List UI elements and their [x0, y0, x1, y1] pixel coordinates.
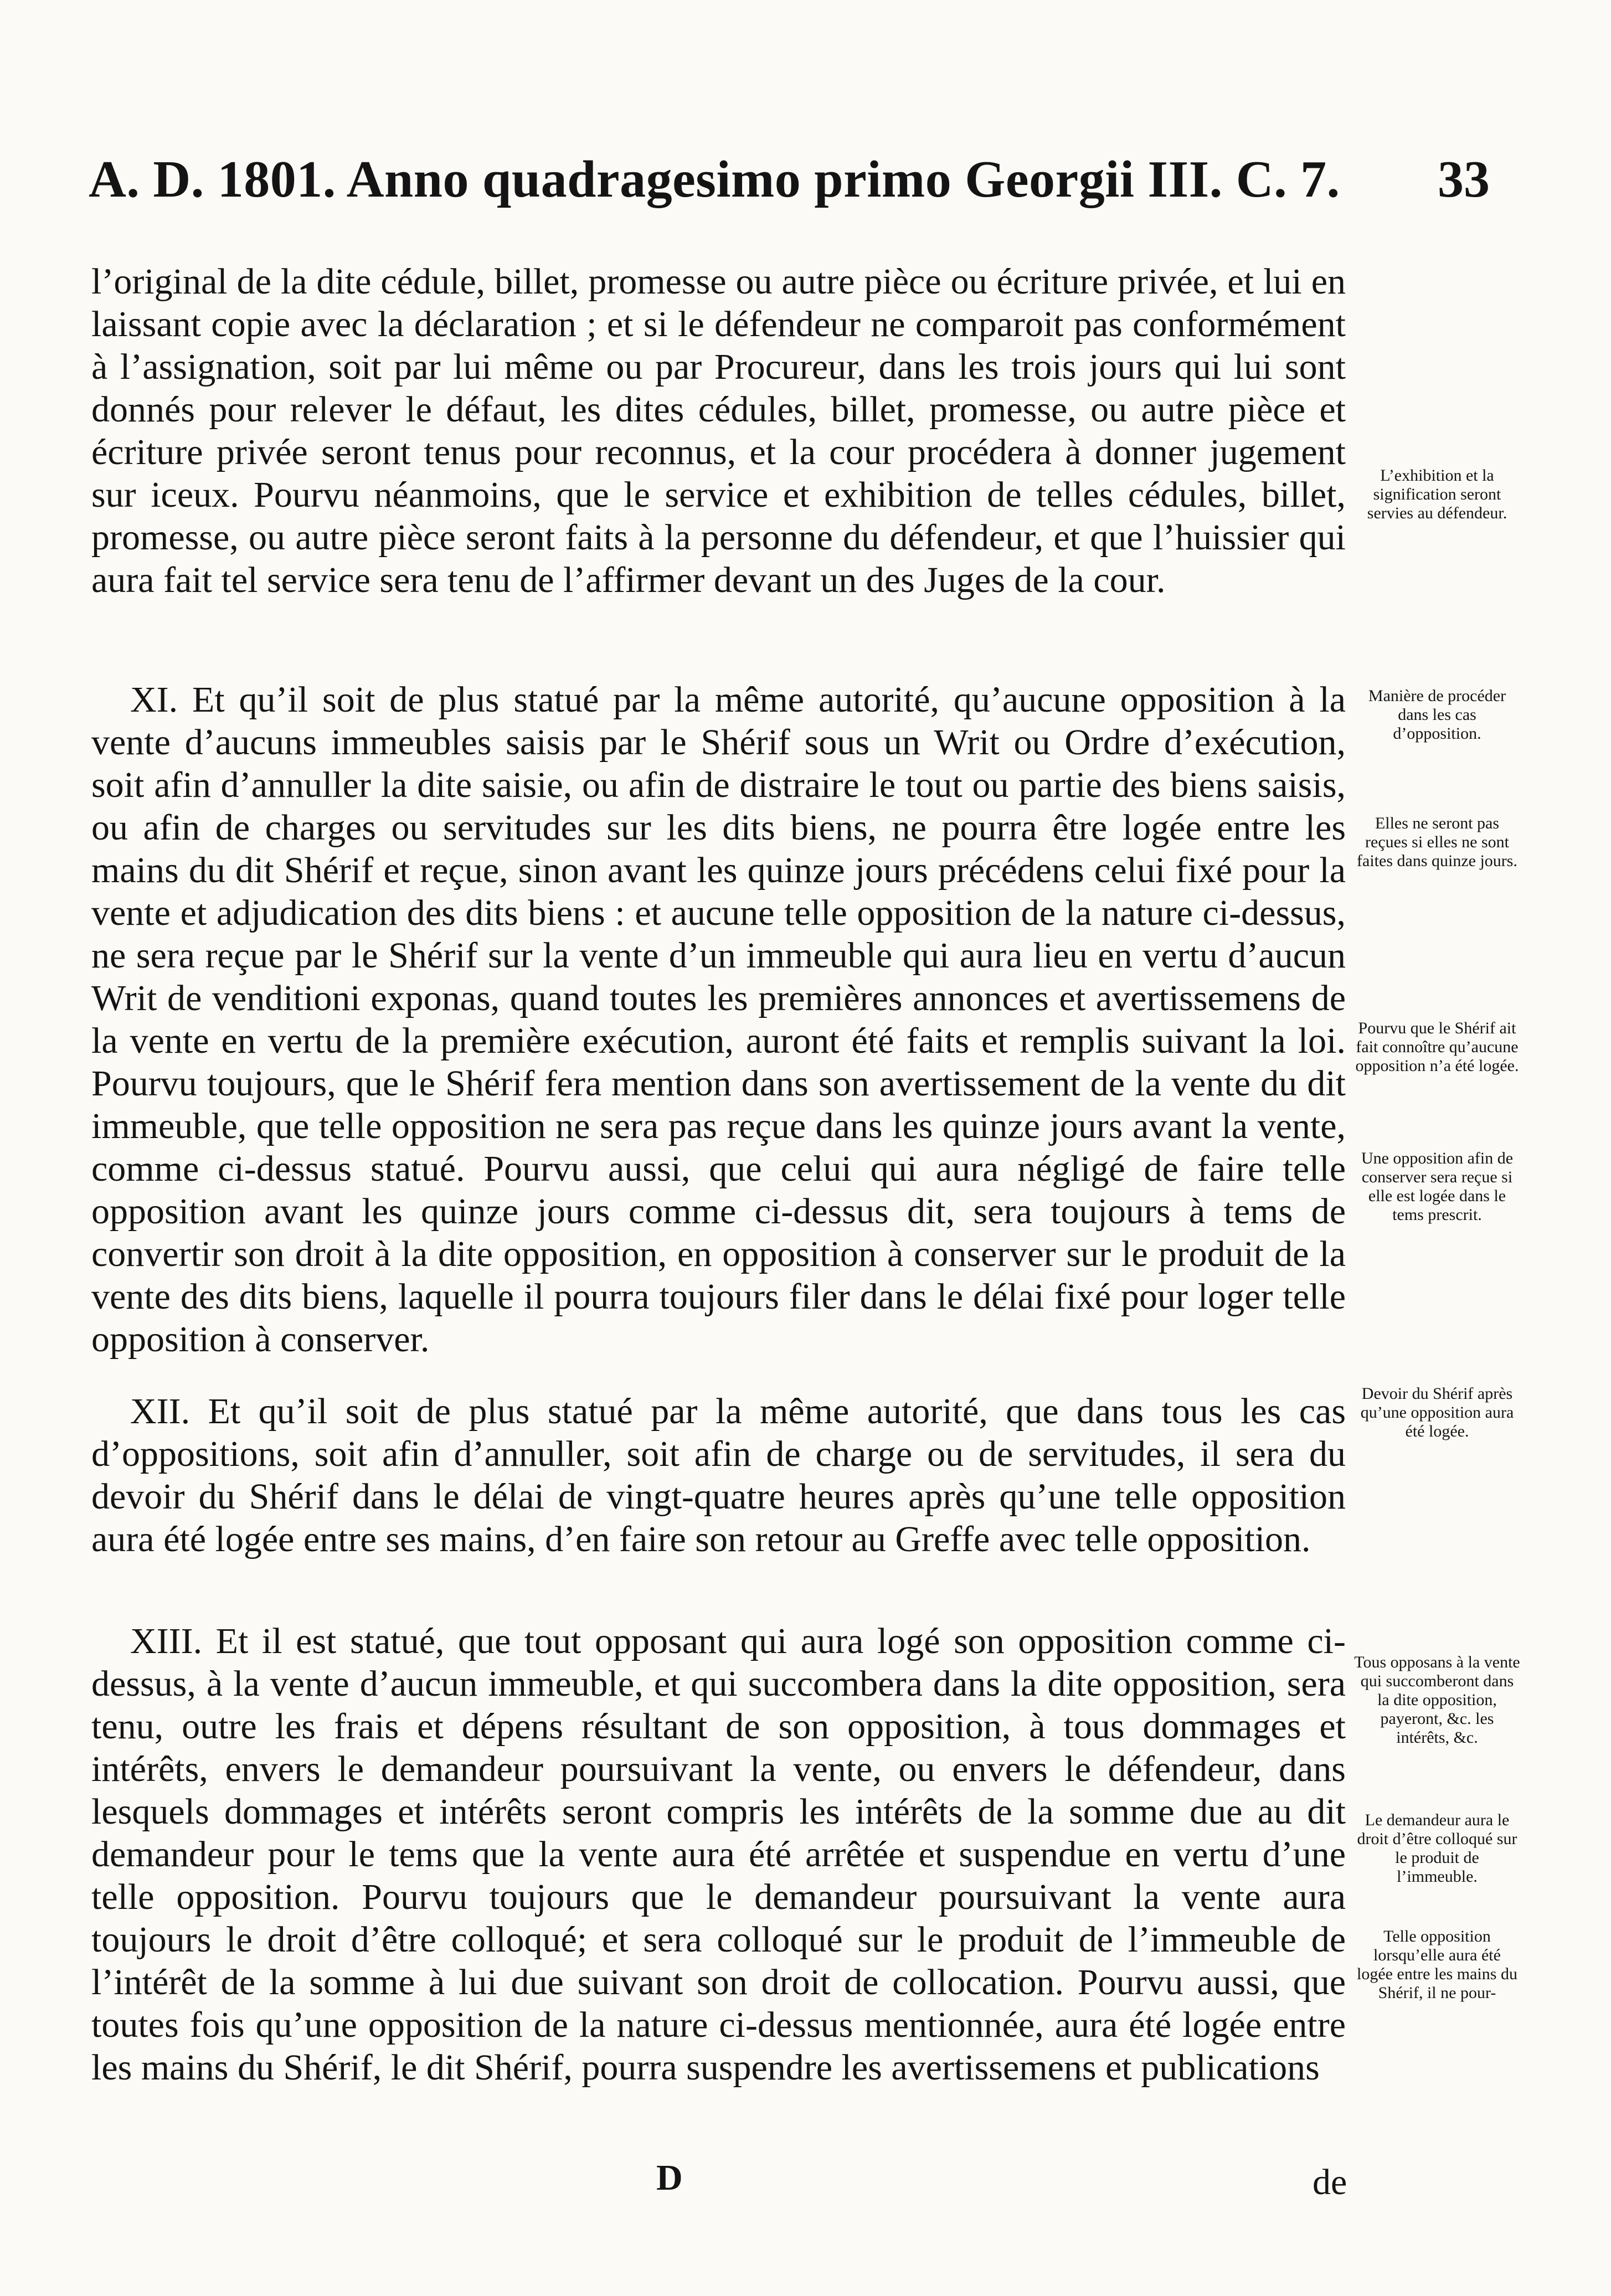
margin-note-sheriff-duty: Devoir du Shérif après qu’une opposition aura été logée. — [1360, 1384, 1514, 1440]
margin-note-not-received: Elles ne seront pas reçues si elles ne sont faites dans quinze jours. — [1357, 814, 1517, 870]
running-title: A. D. 1801. Anno quadragesimo primo Georgii III. C. 7. — [89, 151, 1340, 208]
running-header — [89, 150, 1490, 210]
section-xii-text: XII. Et qu’il soit de plus statué par la même autorité, que dans tous les cas d’oppositions, soit afin d’annuller, soit afin de charge ou de servitudes, il sera du devoir du Shérif dans le délai de vingt-quatre heures après qu’une telle opposition aura été logée entre ses mains, d’en faire son retour au Greffe avec telle opposition. — [91, 1391, 1346, 1559]
margin-note-plaintiff-collocation: Le demandeur aura le droit d’être colloqué sur le produit de l’immeuble. — [1357, 1811, 1517, 1886]
body-paragraph-intro — [91, 260, 1346, 601]
margin-note-conservation: Une opposition afin de conserver sera reçue si elle est logée dans le tems prescrit. — [1361, 1149, 1514, 1224]
signature-mark: D — [656, 2158, 683, 2198]
margin-note-exhibition: L’exhibition et la signification seront servies au défendeur. — [1367, 466, 1507, 522]
page-number: 33 — [1438, 151, 1490, 208]
body-section-xi — [91, 678, 1346, 1361]
section-xiii-text: XIII. Et il est statué, que tout opposant qui aura logé son opposition comme ci-dessus, à la vente d’aucun immeuble, et qui succombera dans la dite opposition, sera tenu, outre les frais et dépens résultant de son opposition, à tous dommages et intérêts, envers le demandeur poursuivant la vente, ou envers le défendeur, dans lesquels dommages et intérêts seront compris les intérêts de la somme due au dit demandeur pour le tems que la vente aura été arrêtée et suspendue en vertu d’une telle opposition. Pourvu toujours que le demandeur poursuivant la vente aura toujours le droit d’être colloqué; et sera colloqué sur le produit de l’immeuble de l’intérêt de la somme à lui due suivant son droit de collocation. Pourvu aussi, que toutes fois qu’une opposition de la nature ci-dessus mentionnée, aura été logée entre les mains du Shérif, le dit Shérif, pourra suspendre les avertissemens et publications — [91, 1621, 1346, 2088]
body-section-xii — [91, 1390, 1346, 1561]
margin-note-sheriff-notice: Pourvu que le Shérif ait fait connoître qu’aucune opposition n’a été logée. — [1355, 1019, 1519, 1075]
paragraph-intro-text: l’original de la dite cédule, billet, promesse ou autre pièce ou écriture privée, et lui en laissant copie avec la déclaration ; et si le défendeur ne comparoit pas conformément à l’assignation, soit par lui même ou par Procureur, dans les trois jours qui lui sont donnés pour relever le défaut, les dites cédules, billet, promesse, ou autre pièce et écriture privée seront tenus pour reconnus, et la cour procédera à donner jugement sur iceux. Pourvu néanmoins, que le service et exhibition de telles cédules, billet, promesse, ou autre pièce seront faits à la personne du défendeur, et que l’huissier qui aura fait tel service sera tenu de l’affirmer devant un des Juges de la cour. — [91, 261, 1346, 600]
margin-note-opposants: Tous opposans à la vente qui succomberont dans la dite opposition, payeront, &c. les intérêts, &c. — [1354, 1653, 1520, 1747]
margin-note-suspension: Telle opposition lorsqu’elle aura été logée entre les mains du Shérif, il ne pour- — [1357, 1927, 1517, 2002]
body-section-xiii — [91, 1620, 1346, 2089]
catchword: de — [1313, 2162, 1347, 2202]
margin-note-procedure: Manière de procéder dans les cas d’opposition. — [1368, 687, 1506, 743]
section-xi-text: XI. Et qu’il soit de plus statué par la même autorité, qu’aucune opposition à la vente d’aucuns immeubles saisis par le Shérif sous un Writ ou Ordre d’exécution, soit afin d’annuller la dite saisie, ou afin de distraire le tout ou partie des biens saisis, ou afin de charges ou servitudes sur les dits biens, ne pourra être logée entre les mains du dit Shérif et reçue, sinon avant les quinze jours précédens celui fixé pour la vente et adjudication des dits biens : et aucune telle opposition de la nature ci-dessus, ne sera reçue par le Shérif sur la vente d’un immeuble qui aura lieu en vertu d’aucun Writ de venditioni exponas, quand toutes les premières annonces et avertissemens de la vente en vertu de la première exécution, auront été faits et remplis suivant la loi. Pourvu toujours, que le Shérif fera mention dans son avertissement de la vente du dit immeuble, que telle opposition ne sera pas reçue dans les quinze jours avant la vente, comme ci-dessus statué. Pourvu aussi, que celui qui aura négligé de faire telle opposition avant les quinze jours comme ci-dessus dit, sera toujours à tems de convertir son droit à la dite opposition, en opposition à conserver sur le produit de la vente des dits biens, laquelle il pourra toujours filer dans le délai fixé pour loger telle opposition à conserver. — [91, 679, 1346, 1360]
